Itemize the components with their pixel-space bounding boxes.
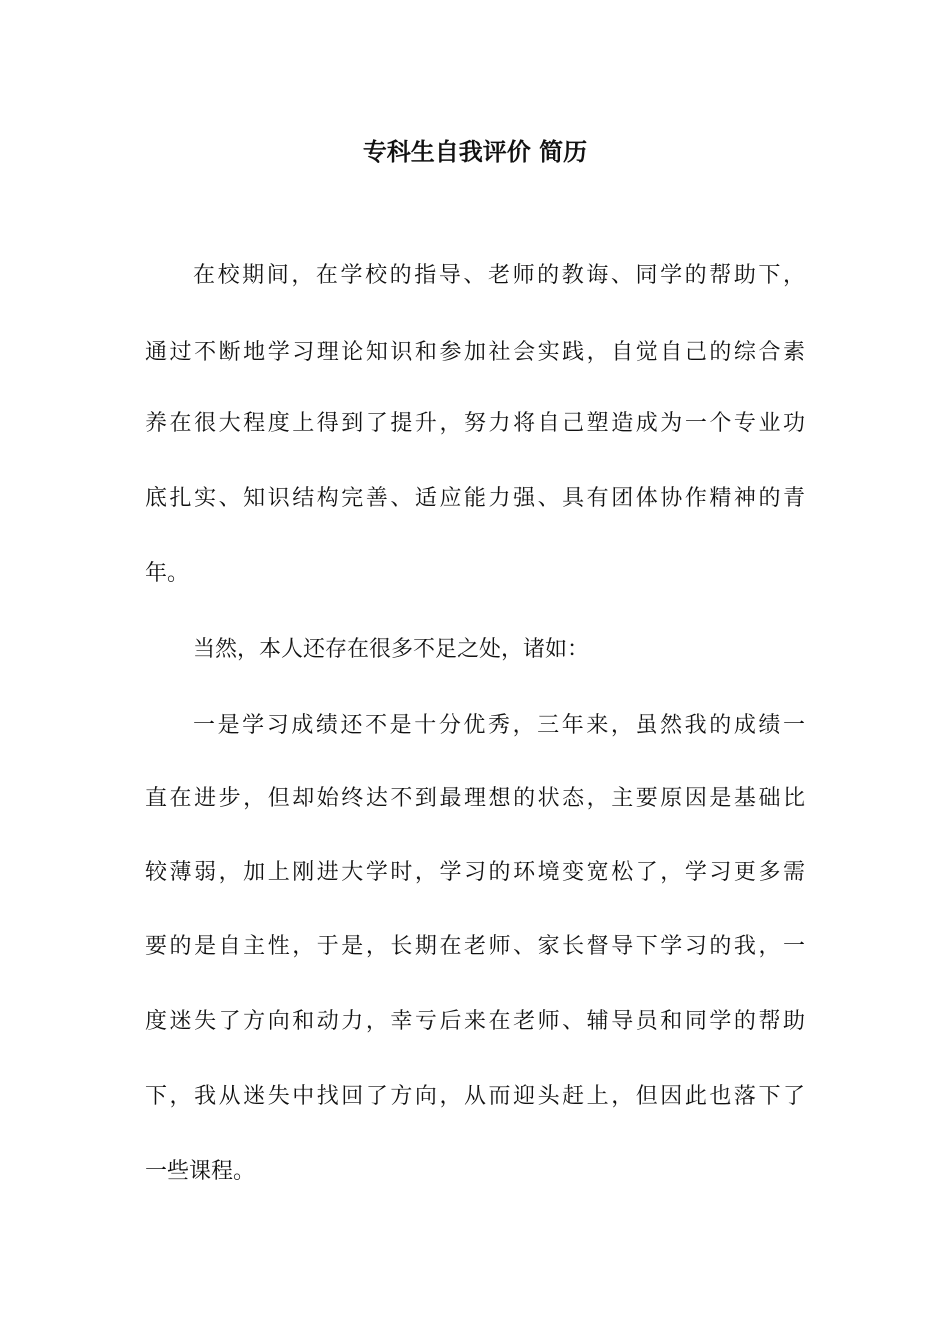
paragraph-1-line-1: 在校期间，在学校的指导、老师的教诲、同学的帮助下， <box>193 263 805 288</box>
paragraph-2-line-1: 当然，本人还存在很多不足之处，诸如： <box>193 637 590 662</box>
paragraph-3-line-3: 较薄弱，加上刚进大学时，学习的环境变宽松了，学习更多需 <box>145 860 805 885</box>
paragraph-3-line-6: 下，我从迷失中找回了方向，从而迎头赶上，但因此也落下了 <box>145 1084 805 1109</box>
paragraph-3-line-7: 一些课程。 <box>145 1159 256 1184</box>
paragraph-1-line-2: 通过不断地学习理论知识和参加社会实践，自觉自己的综合素 <box>145 340 805 365</box>
paragraph-1-line-5: 年。 <box>145 561 190 586</box>
paragraph-1-line-3: 养在很大程度上得到了提升，努力将自己塑造成为一个专业功 <box>145 411 805 436</box>
paragraph-3-line-1: 一是学习成绩还不是十分优秀，三年来，虽然我的成绩一 <box>193 713 805 738</box>
paragraph-3-line-5: 度迷失了方向和动力，幸亏后来在老师、辅导员和同学的帮助 <box>145 1009 805 1034</box>
document-title: 专科生自我评价 简历 <box>362 137 588 166</box>
paragraph-1-line-4: 底扎实、知识结构完善、适应能力强、具有团体协作精神的青 <box>145 486 805 511</box>
paragraph-3-line-2: 直在进步，但却始终达不到最理想的状态，主要原因是基础比 <box>145 786 805 811</box>
paragraph-3-line-4: 要的是自主性，于是，长期在老师、家长督导下学习的我，一 <box>145 934 805 959</box>
